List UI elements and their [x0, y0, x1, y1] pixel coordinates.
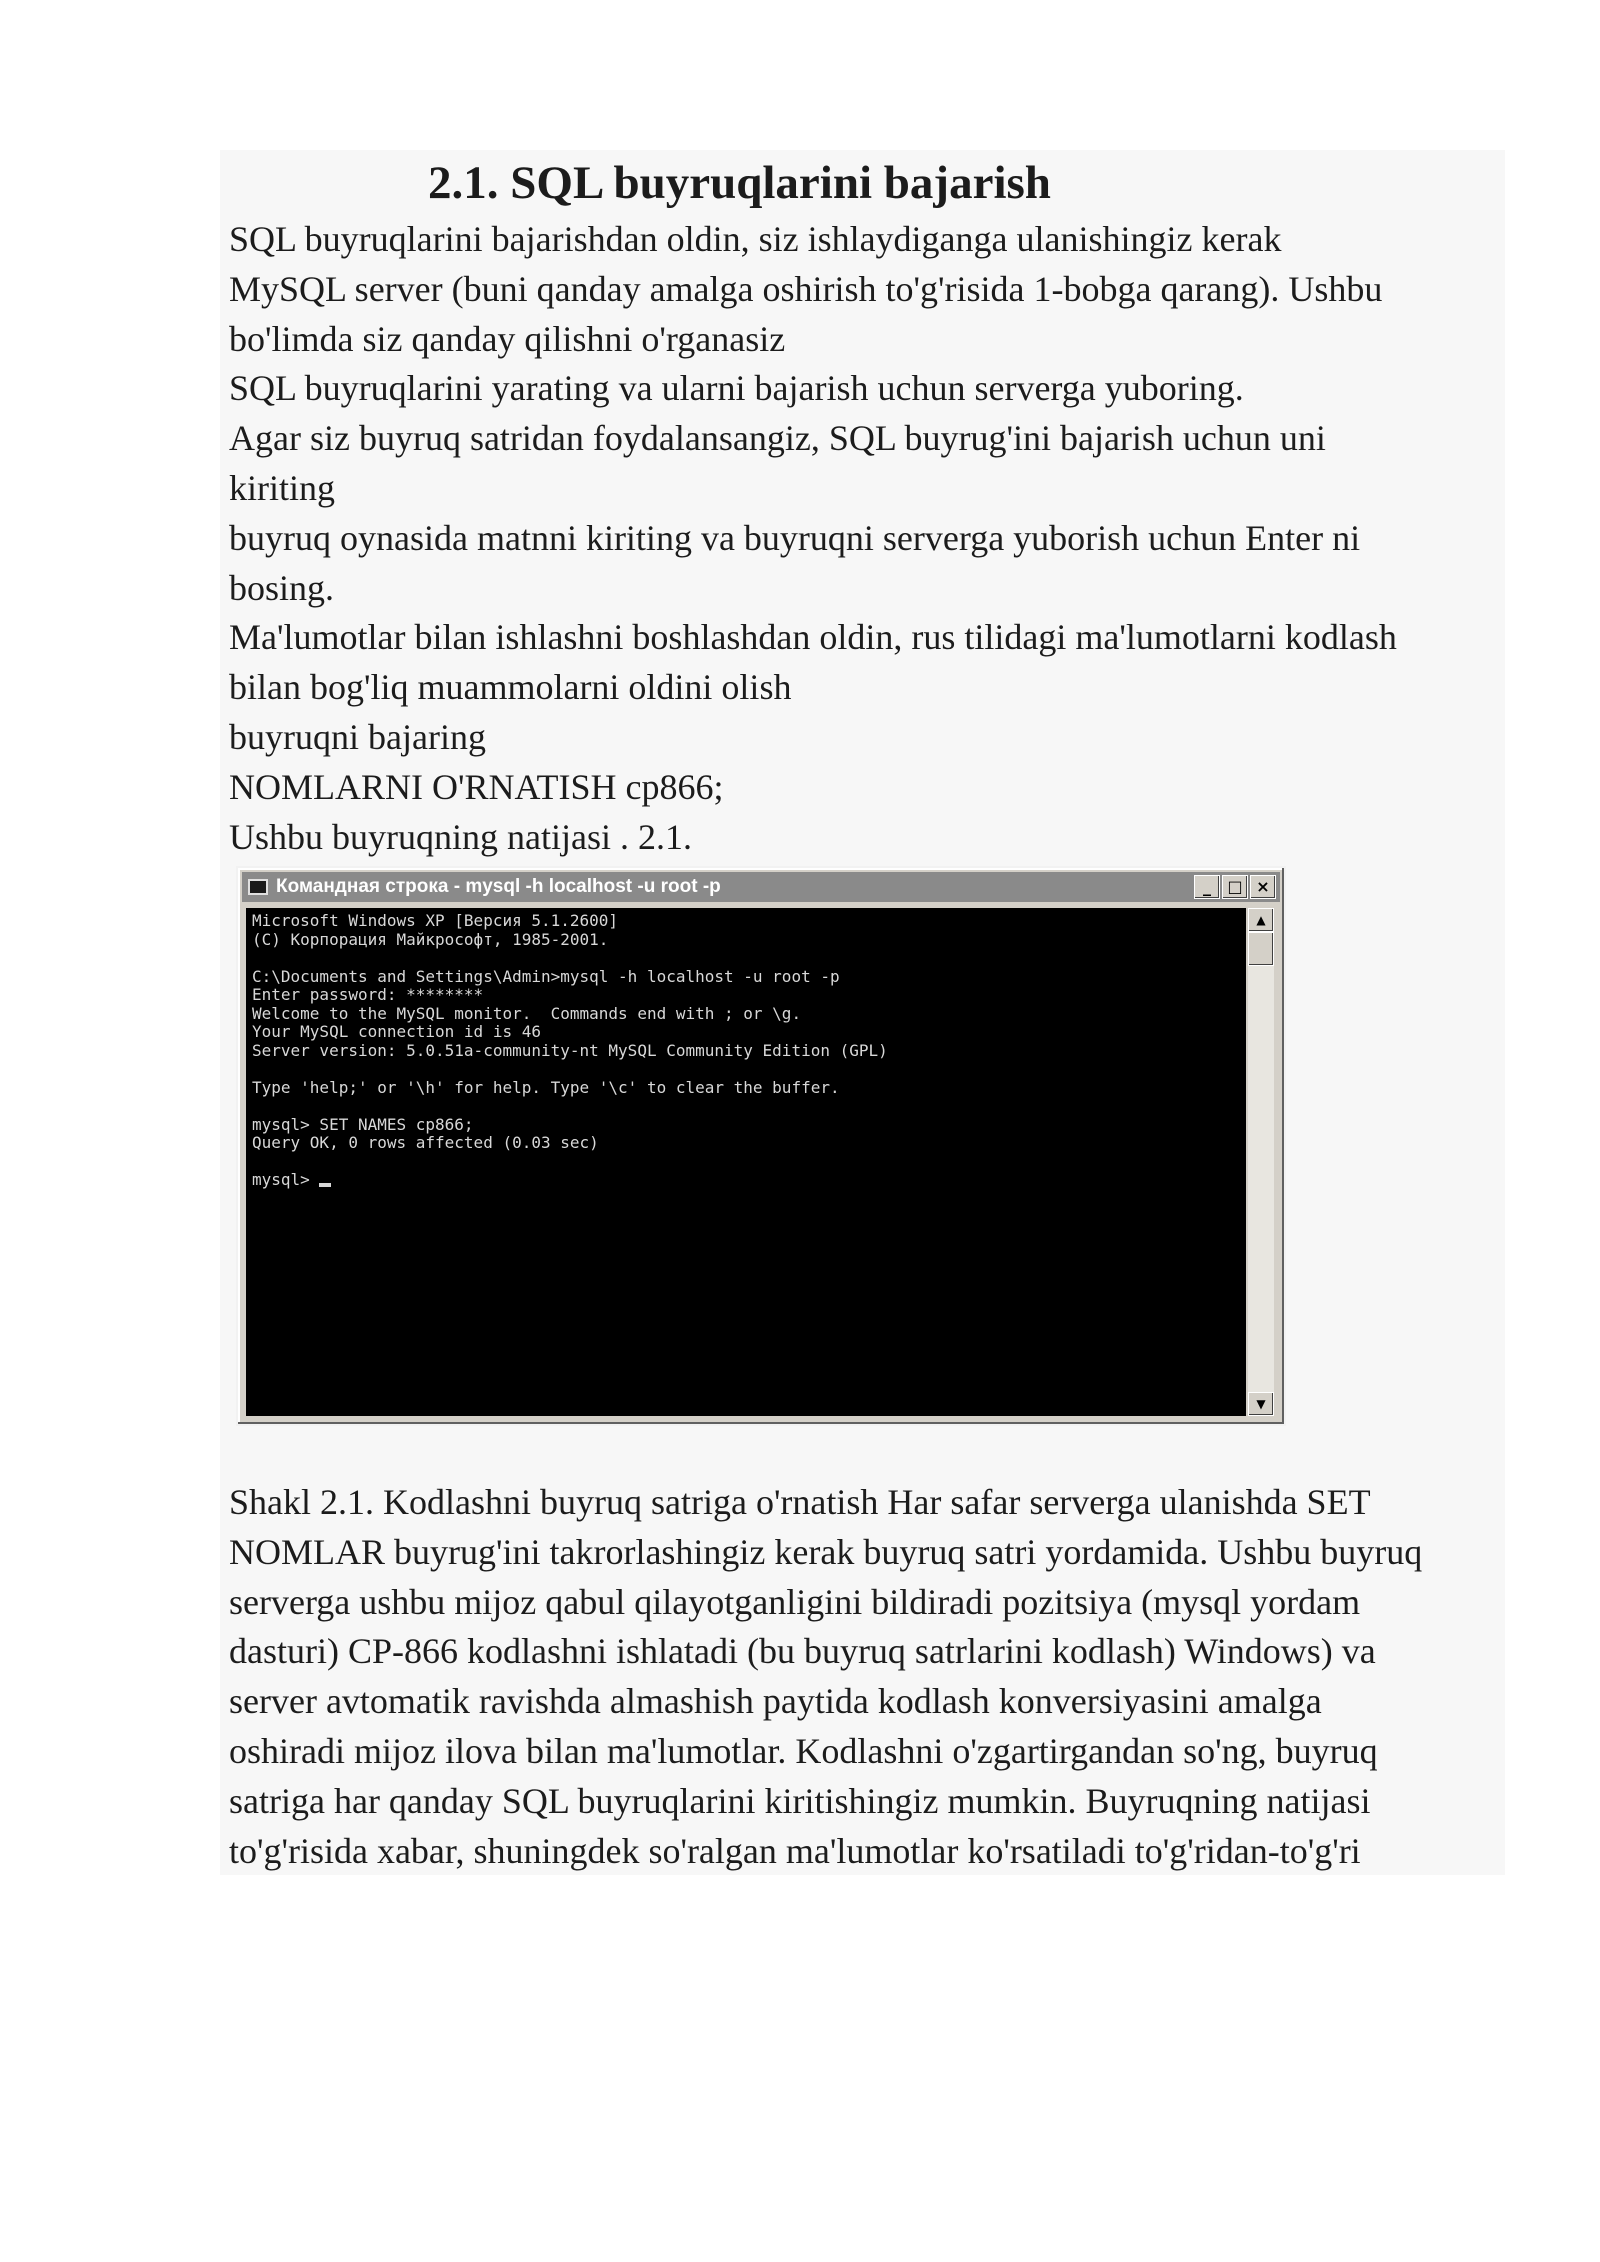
console-prompt: mysql> — [252, 1170, 320, 1189]
text-line: MySQL server (buni qanday amalga oshirish to'g'risida 1-bobga qarang). Ushbu — [229, 268, 1383, 309]
console-line: (С) Корпорация Майкрософт, 1985-2001. — [252, 929, 609, 949]
maximize-icon: □ — [1222, 875, 1248, 899]
console-line — [252, 1097, 1240, 1116]
console-line: Microsoft Windows XP [Версия 5.1.2600] — [252, 911, 619, 930]
scroll-thumb — [1248, 932, 1274, 966]
console-line — [252, 949, 1240, 968]
text-line: SQL buyruqlarini yarating va ularni bajarish uchun serverga yuboring. — [229, 368, 1244, 409]
console-line — [252, 1060, 1240, 1079]
console-line: C:\Documents and Settings\Admin>mysql -h localhost -u root -p — [252, 966, 840, 986]
console-window-title: Командная строка - mysql -h localhost -u root -p — [276, 876, 721, 897]
text-line: Ma'lumotlar bilan ishlashni boshlashdan oldin, rus tilidagi ma'lumotlarni kodlash — [229, 617, 1397, 658]
scroll-up-arrow-icon: ▲ — [1248, 908, 1274, 932]
window-controls — [1194, 875, 1276, 899]
caption-line: satriga har qanday SQL buyruqlarini kiritishingiz mumkin. Buyruqning natijasi — [229, 1780, 1371, 1821]
console-line — [252, 1153, 1240, 1172]
text-line: bilan bog'liq muammolarni oldini olish — [229, 667, 792, 708]
text-line: NOMLARNI O'RNATISH cp866; — [229, 766, 724, 807]
text-line: Agar siz buyruq satridan foydalansangiz, SQL buyrug'ini bajarish uchun uni — [229, 418, 1326, 459]
text-cursor — [319, 1183, 331, 1187]
caption-line: serverga ushbu mijoz qabul qilayotganligini bildiradi pozitsiya (mysql yordam — [229, 1581, 1361, 1622]
scroll-down-arrow-icon: ▼ — [1248, 1392, 1274, 1416]
text-line: bosing. — [229, 567, 335, 608]
text-line: buyruqni bajaring — [229, 716, 486, 757]
text-line: bo'limda siz qanday qilishni o'rganasiz — [229, 318, 786, 359]
minimize-icon: _ — [1194, 875, 1220, 899]
console-line: Your MySQL connection id is 46 — [252, 1022, 541, 1041]
caption-line: to'g'risida xabar, shuningdek so'ralgan ma'lumotlar ko'rsatiladi to'g'ridan-to'g'ri — [229, 1830, 1361, 1871]
console-line: Server version: 5.0.51a-community-nt MySQL Community Edition (GPL) — [252, 1040, 888, 1060]
console-line: Enter password: ******** — [252, 985, 484, 1004]
caption-line: server avtomatik ravishda almashish paytida kodlash konversiyasini amalga — [229, 1681, 1322, 1722]
console-app-icon — [248, 879, 268, 895]
console-prompt-line — [252, 1171, 1240, 1190]
text-line: Ushbu buyruqning natijasi . 2.1. — [229, 816, 692, 857]
page-title: 2.1. SQL buyruqlarini bajarish — [428, 157, 1051, 209]
console-output — [246, 908, 1246, 1194]
close-icon: × — [1250, 875, 1276, 899]
text-line: SQL buyruqlarini bajarishdan oldin, siz ishlaydiganga ulanishingiz kerak — [229, 219, 1282, 259]
console-line: mysql> SET NAMES cp866; — [252, 1114, 474, 1134]
intro-paragraph — [229, 215, 1519, 862]
console-line: Type 'help;' or '\h' for help. Type '\c' to clear the buffer. — [252, 1077, 840, 1097]
console-screen — [246, 908, 1246, 1416]
caption-line: Shakl 2.1. Kodlashni buyruq satriga o'rnatish Har safar serverga ulanishda SET — [229, 1482, 1371, 1522]
caption-line: NOMLAR buyrug'ini takrorlashingiz kerak buyruq satri yordamida. Ushbu buyruq — [229, 1531, 1423, 1572]
console-line: Query OK, 0 rows affected (0.03 sec) — [252, 1133, 599, 1152]
caption-line: oshiradi mijoz ilova bilan ma'lumotlar. Kodlashni o'zgartirgandan so'ng, buyruq — [229, 1730, 1378, 1771]
text-line: buyruq oynasida matnni kiriting va buyruqni serverga yuborish uchun Enter ni — [229, 517, 1361, 558]
figure-caption-paragraph — [229, 1478, 1519, 1876]
text-line: kiriting — [229, 467, 335, 508]
console-line: Welcome to the MySQL monitor. Commands end with ; or \g. — [252, 1003, 802, 1023]
console-scrollbar — [1248, 908, 1274, 1416]
console-titlebar — [242, 872, 1280, 902]
caption-line: dasturi) CP-866 kodlashni ishlatadi (bu buyruq satrlarini kodlash) Windows) va — [229, 1631, 1376, 1672]
console-window-figure — [236, 866, 1286, 1426]
